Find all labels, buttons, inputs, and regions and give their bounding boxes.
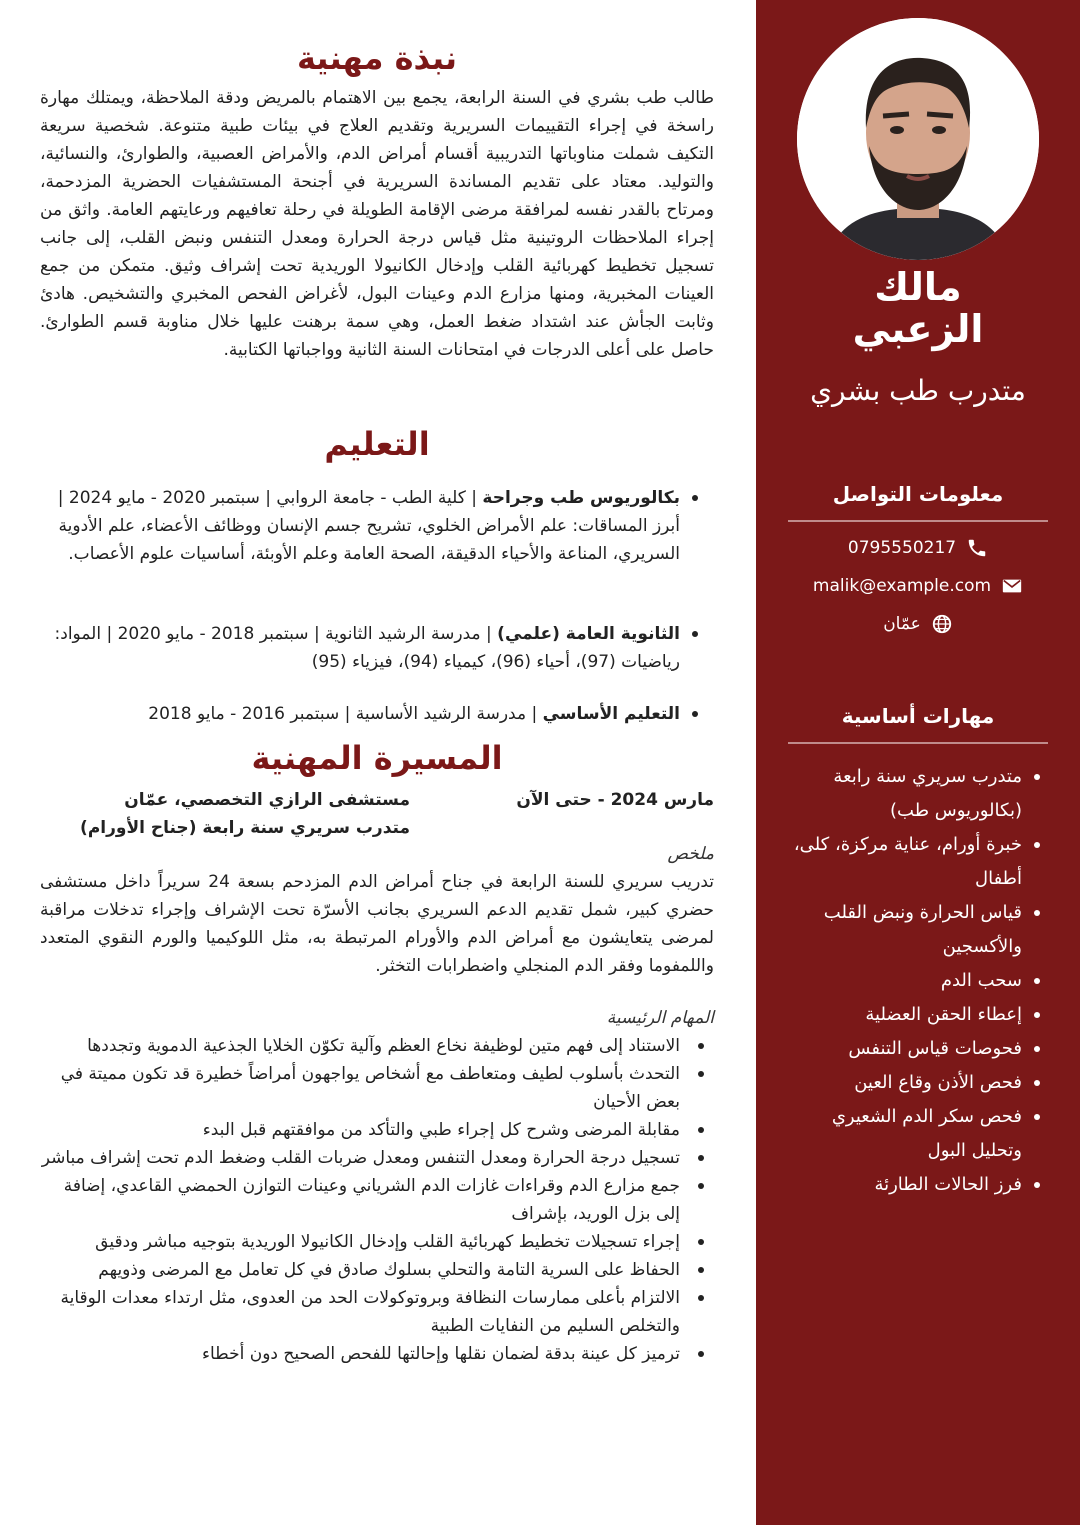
email-address[interactable]: malik@example.com — [812, 576, 992, 596]
tasks-list — [40, 1032, 714, 1368]
education-item — [40, 700, 714, 728]
sidebar — [756, 0, 1080, 1525]
contact-phone — [756, 536, 1080, 560]
education-heading: التعليم — [324, 425, 430, 463]
education-degree: التعليم الأساسي — [542, 704, 680, 724]
education-item — [40, 484, 714, 568]
task-item: تسجيل درجة الحرارة ومعدل التنفس ومعدل ضربات القلب وضغط الدم تحت إشراف مباشر — [40, 1144, 714, 1172]
education-details: | مدرسة الرشيد الثانوية | سبتمبر 2018 - مايو 2020 | المواد: رياضيات (97)، أحياء (96)، كيمياء (94)، فيزياء (95) — [54, 624, 680, 672]
task-item: إجراء تسجيلات تخطيط كهربائية القلب وإدخال الكانيولا الوريدية بتوجيه مباشر ودقيق — [40, 1228, 714, 1256]
task-item: ترميز كل عينة بدقة لضمان نقلها وإحالتها للفحص الصحيح دون أخطاء — [40, 1340, 714, 1368]
divider — [788, 742, 1048, 744]
summary-text: طالب طب بشري في السنة الرابعة، يجمع بين الاهتمام بالمريض ودقة الملاحظة، ويمتلك مهارة راسخة في إجراء التقييمات السريرية وتقديم العلاج في بيئات طبية متنوعة. شخصية سريعة التكيف شملت مناوباتها التدريبية أقسام أمراض الدم، والأمراض العصبية، والطوارئ، والنسائية، والتوليد. معتاد على تقديم المساندة السريرية في أجنحة المستشفيات الحضرية المزدحمة، ومرتاح بالقدر نفسه لمرافقة مرضى الإقامة الطويلة في رحلة تعافيهم ورعايتهم العامة. واثق من إجراء الملاحظات الروتينية مثل قياس درجة الحرارة ومعدل التنفس ونبض القلب، إلى جانب تسجيل تخطيط كهربائية القلب وإدخال الكانيولا الوريدية تحت إشراف وثيق. متمكن من جمع العينات المخبرية، ومنها مزارع الدم وعينات البول، لأغراض الفحص المخبري والتشخيص. هادئ وثابت الجأش عند اشتداد ضغط العمل، وهي سمة برهنت عليها خلال مناوبة قسم الطوارئ. حاصل على أعلى الدرجات في امتحانات السنة الثانية وواجباتها الكتابية. — [40, 88, 714, 360]
skill-item: إعطاء الحقن العضلية — [790, 998, 1040, 1032]
location-text: عمّان — [883, 614, 921, 634]
portrait-icon — [797, 18, 1039, 260]
skill-item: متدرب سريري سنة رابعة (بكالوريوس طب) — [790, 760, 1040, 828]
summary-heading: نبذة مهنية — [296, 39, 458, 77]
skill-item: سحب الدم — [790, 964, 1040, 998]
skill-item: فحص الأذن وقاع العين — [790, 1066, 1040, 1100]
education-details: | مدرسة الرشيد الأساسية | سبتمبر 2016 - مايو 2018 — [148, 704, 543, 724]
job-summary: تدريب سريري للسنة الرابعة في جناح أمراض الدم المزدحم بسعة 24 سريراً داخل مستشفى حضري كبير، شمل تقديم الدعم السريري بجانب الأسرّة تحت الإشراف وإجراء تدخلات مراقبة لمرضى يتعايشون مع أمراض الدم والأورام المرتبطة به، مثل اللوكيميا والورم النقوي المتعدد واللمفوما وفقر الدم المنجلي واضطرابات التخثر. — [40, 872, 715, 976]
task-item: الحفاظ على السرية التامة والتحلي بسلوك صادق في كل تعامل مع المرضى وذويهم — [40, 1256, 714, 1284]
name-first: مالك — [874, 265, 962, 309]
profile-photo — [797, 18, 1039, 260]
job-role: متدرب سريري سنة رابعة (جناح الأورام) — [80, 818, 410, 838]
bullet-icon — [692, 495, 698, 501]
task-item: التحدث بأسلوب لطيف ومتعاطف مع أشخاص يواجهون أمراضاً خطيرة قد تكون مميتة في بعض الأحيان — [40, 1060, 714, 1116]
skill-item: فرز الحالات الطارئة — [790, 1168, 1040, 1202]
skill-item: فحوصات قياس التنفس — [790, 1032, 1040, 1066]
task-item: جمع مزارع الدم وقراءات غازات الدم الشرياني وعينات التوازن الحمضي القاعدي، إضافة إلى بزل الوريد، بإشراف — [40, 1172, 714, 1228]
envelope-icon — [1001, 575, 1023, 597]
person-title: متدرب طب بشري — [810, 374, 1026, 407]
job-organization: مستشفى الرازي التخصصي، عمّان — [124, 790, 410, 810]
contact-email — [756, 574, 1080, 598]
task-item: الالتزام بأعلى ممارسات النظافة وبروتوكولات الحد من العدوى، مثل ارتداء معدات الوقاية والتخلص السليم من النفايات الطبية — [40, 1284, 714, 1340]
job-summary-label: ملخص — [667, 844, 714, 864]
divider — [788, 520, 1048, 522]
task-item: مقابلة المرضى وشرح كل إجراء طبي والتأكد من موافقتهم قبل البدء — [40, 1116, 714, 1144]
skills-heading: مهارات أساسية — [841, 704, 995, 728]
education-degree: بكالوريوس طب وجراحة — [482, 488, 680, 508]
contact-heading: معلومات التواصل — [832, 482, 1004, 506]
education-degree: الثانوية العامة (علمي) — [497, 624, 680, 644]
bullet-icon — [692, 711, 698, 717]
skills-list — [790, 760, 1040, 1202]
task-item: الاستناد إلى فهم متين لوظيفة نخاع العظم وآلية تكوّن الخلايا الجذعية الدموية وتجددها — [40, 1032, 714, 1060]
skill-item: قياس الحرارة ونبض القلب والأكسجين — [790, 896, 1040, 964]
education-details: | كلية الطب - جامعة الروابي | سبتمبر 2020 - مايو 2024 | أبرز المساقات: علم الأمراض الخلوي، تشريح جسم الإنسان ووظائف الأعضاء، علم الأدوية السريري، المناعة والأحياء الدقيقة، الصحة العامة وعلم الأوبئة، أساسيات علوم الأعصاب. — [57, 488, 680, 564]
phone-number[interactable]: 0795550217 — [847, 538, 957, 558]
education-item — [40, 620, 714, 676]
globe-icon — [931, 613, 953, 635]
skill-item: فحص سكر الدم الشعيري وتحليل البول — [790, 1100, 1040, 1168]
skill-item: خبرة أورام، عناية مركزة، كلى، أطفال — [790, 828, 1040, 896]
career-heading: المسيرة المهنية — [251, 739, 503, 777]
contact-location — [756, 612, 1080, 636]
tasks-label: المهام الرئيسية — [606, 1008, 714, 1028]
person-name — [756, 266, 1080, 350]
phone-icon — [966, 537, 988, 559]
job-date: مارس 2024 - حتى الآن — [516, 790, 714, 810]
bullet-icon — [692, 631, 698, 637]
name-last: الزعبي — [852, 307, 984, 351]
